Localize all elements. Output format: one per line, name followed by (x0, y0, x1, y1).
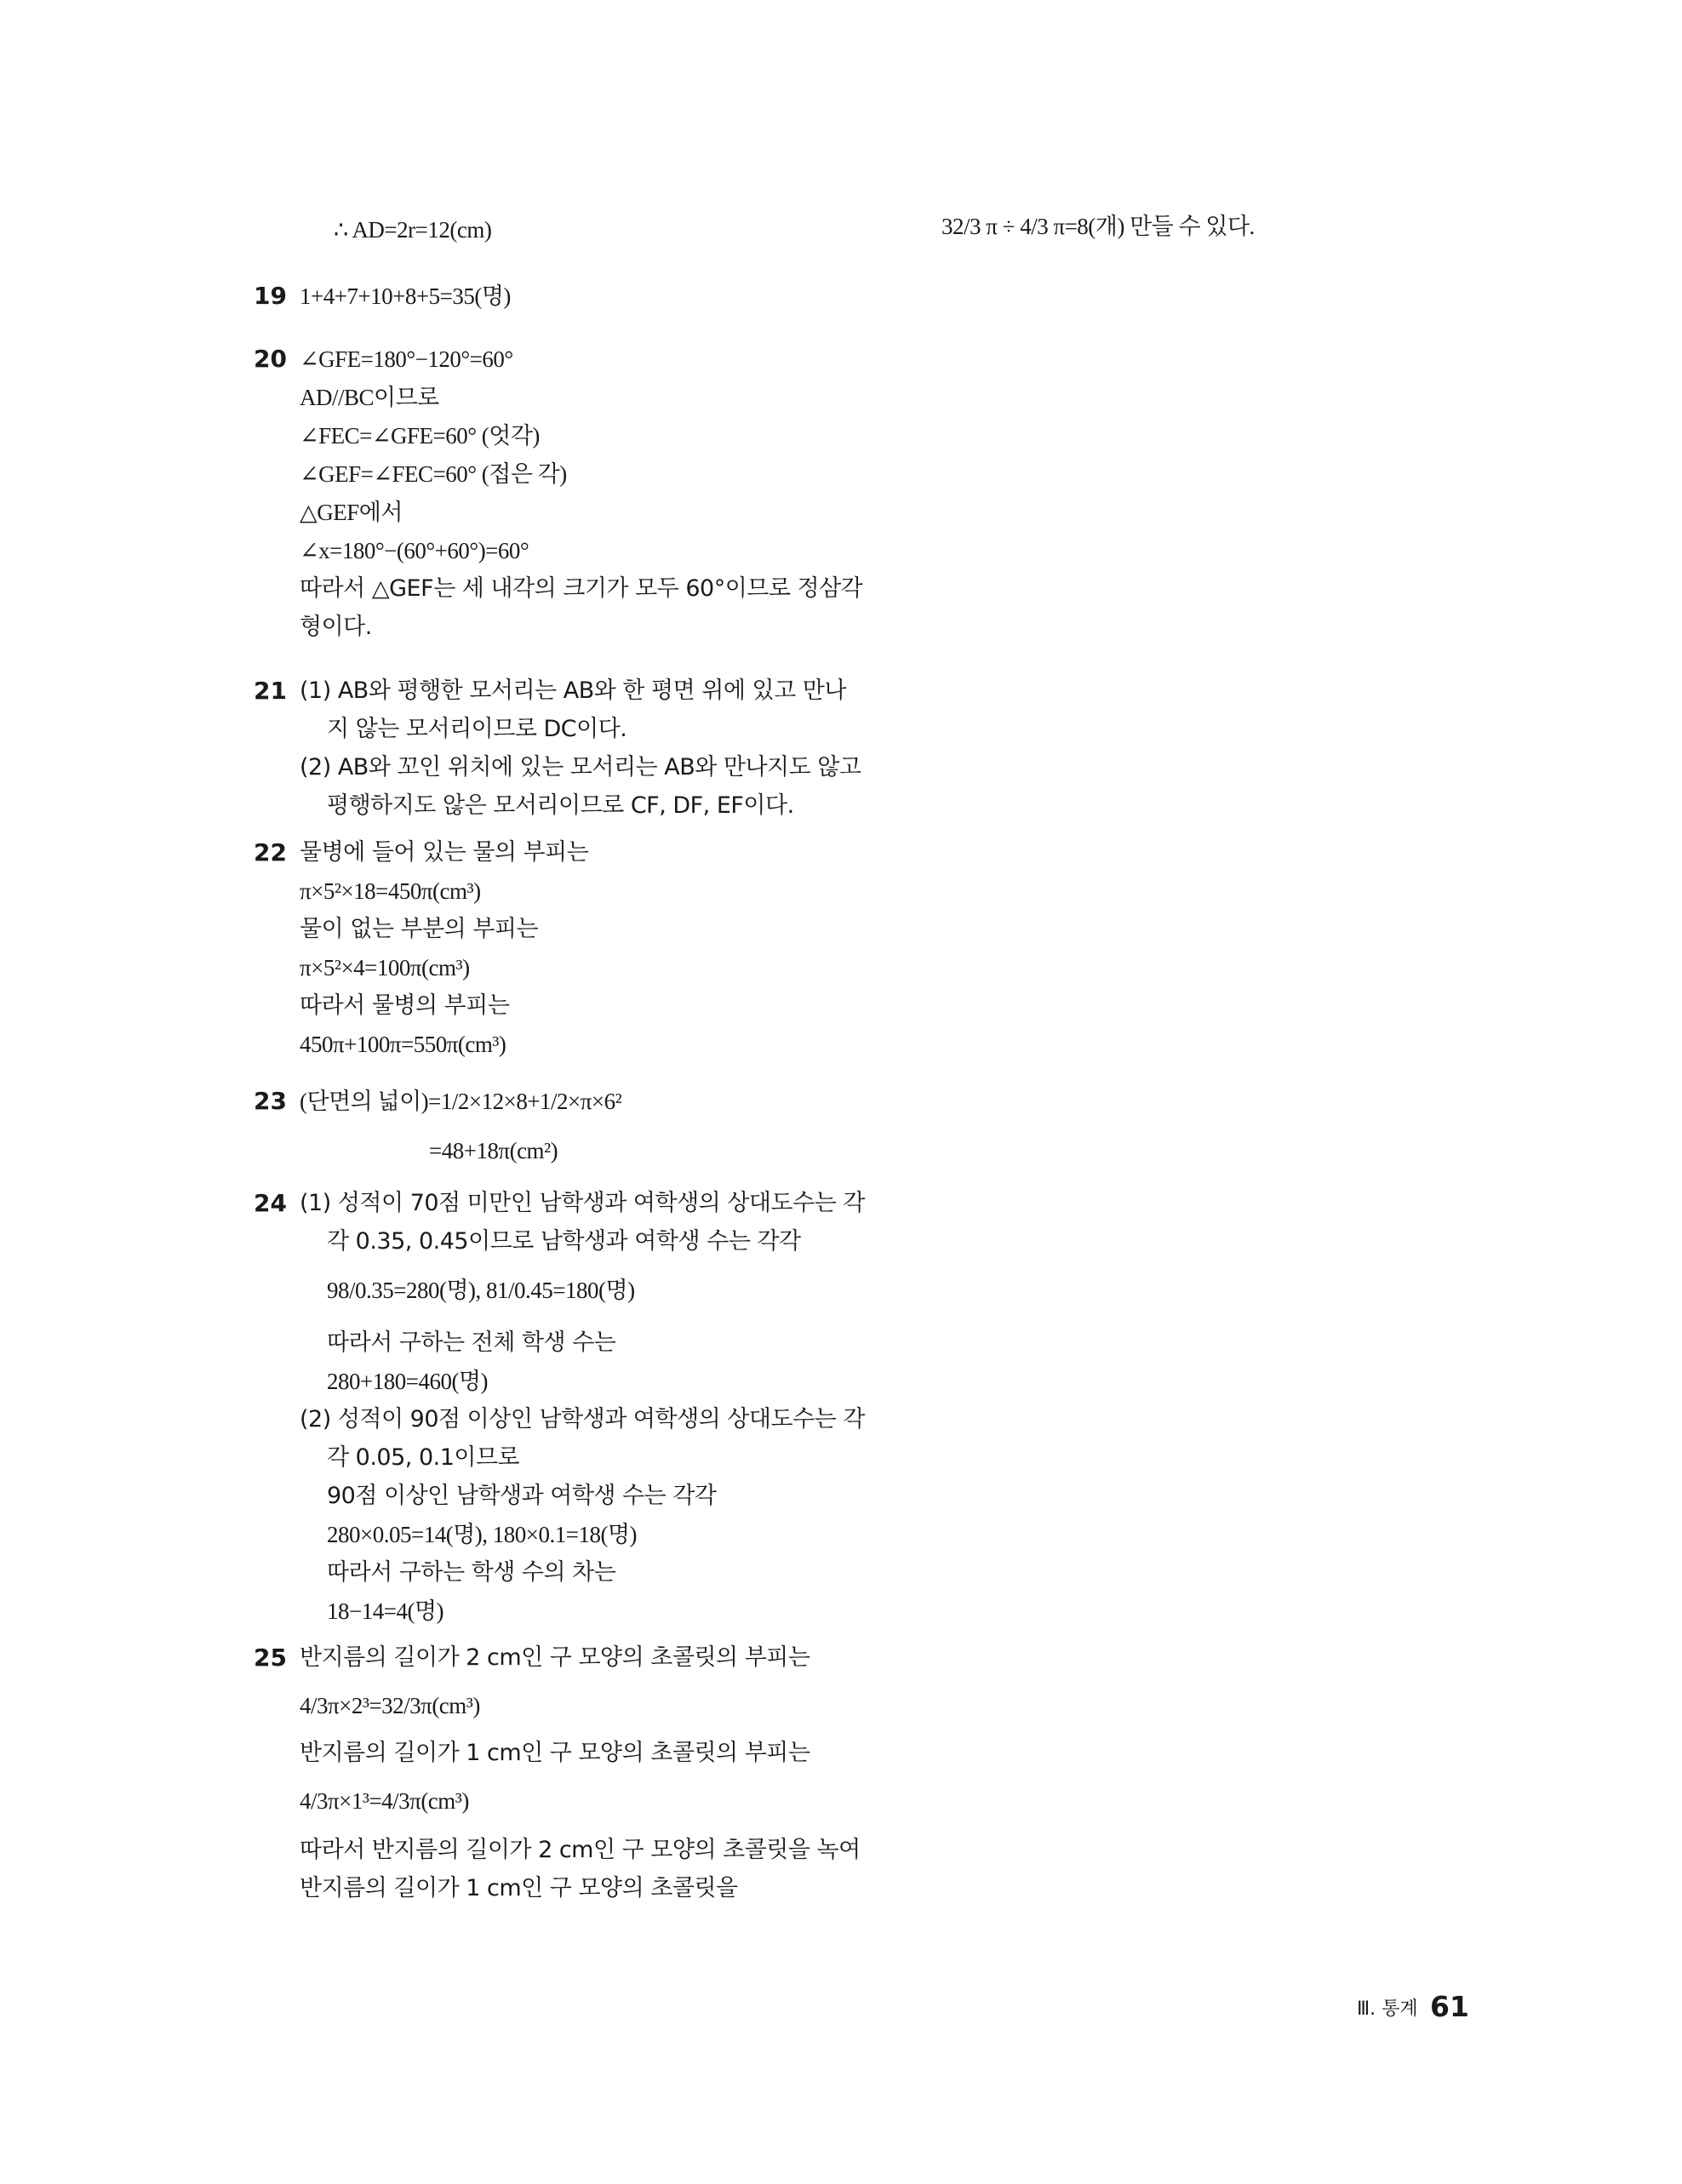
solution-line: 따라서 구하는 전체 학생 수는 (327, 1329, 616, 1356)
solution-line: 280×0.05=14(명), 180×0.1=18(명) (327, 1522, 638, 1547)
solution-line: 물병에 들어 있는 물의 부피는 (300, 839, 589, 866)
problem-number: 25 (254, 1644, 287, 1672)
solution-line: 각 0.35, 0.45이므로 남학생과 여학생 수는 각각 (327, 1228, 801, 1255)
solution-line: 98/0.35=280(명), 81/0.45=180(명) (327, 1278, 635, 1303)
solution-line: 반지름의 길이가 1 cm인 구 모양의 초콜릿을 (300, 1875, 738, 1901)
problem-number: 22 (254, 838, 287, 866)
solution-line: (2) AB와 꼬인 위치에 있는 모서리는 AB와 만나지도 않고 (300, 754, 861, 780)
solution-line: ∠x=180°−(60°+60°)=60° (300, 538, 529, 563)
solution-line: (2) 성적이 90점 이상인 남학생과 여학생의 상대도수는 각 (300, 1406, 865, 1432)
solution-line: π×5²×18=450π(cm³) (300, 878, 481, 904)
solution-line: 1+4+7+10+8+5=35(명) (300, 283, 511, 309)
solution-line: π×5²×4=100π(cm³) (300, 955, 470, 981)
problem-number: 21 (254, 677, 287, 705)
solution-line: 450π+100π=550π(cm³) (300, 1032, 506, 1057)
solution-line: 4/3π×2³=32/3π(cm³) (300, 1693, 480, 1718)
solution-line: 따라서 △GEF는 세 내각의 크기가 모두 60°이므로 정삼각 (300, 575, 863, 602)
solution-line: 형이다. (300, 614, 372, 640)
solution-line: 90점 이상인 남학생과 여학생 수는 각각 (327, 1483, 717, 1509)
solution-line: 280+180=460(명) (327, 1369, 489, 1394)
right-column-line: 32/3 π ÷ 4/3 π=8(개) 만들 수 있다. (941, 214, 1255, 239)
solution-line: 평행하지도 않은 모서리이므로 CF, DF, EF이다. (327, 792, 794, 819)
page-number: 61 (1430, 1990, 1469, 2023)
solution-line: 18−14=4(명) (327, 1598, 444, 1624)
solution-line: 각 0.05, 0.1이므로 (327, 1444, 520, 1471)
solution-line: 지 않는 모서리이므로 DC이다. (327, 716, 627, 742)
solution-line: 반지름의 길이가 1 cm인 구 모양의 초콜릿의 부피는 (300, 1740, 810, 1766)
solution-line: △GEF에서 (300, 500, 403, 525)
solution-line: ∠GEF=∠FEC=60° (접은 각) (300, 461, 567, 487)
carry-over-line: ∴ AD=2r=12(cm) (334, 217, 492, 243)
solution-line: 4/3π×1³=4/3π(cm³) (300, 1788, 469, 1814)
solution-line: (1) AB와 평행한 모서리는 AB와 한 평면 위에 있고 만나 (300, 677, 846, 704)
problem-number: 23 (254, 1087, 287, 1115)
solution-line: 따라서 구하는 학생 수의 차는 (327, 1559, 616, 1586)
solution-line: 반지름의 길이가 2 cm인 구 모양의 초콜릿의 부피는 (300, 1644, 810, 1671)
solution-line: 따라서 반지름의 길이가 2 cm인 구 모양의 초콜릿을 녹여 (300, 1837, 861, 1863)
solution-line: ∠FEC=∠GFE=60° (엇각) (300, 423, 540, 449)
solution-line: (단면의 넓이)=1/2×12×8+1/2×π×6² (300, 1089, 622, 1114)
problem-number: 20 (254, 345, 287, 373)
problem-number: 24 (254, 1189, 287, 1217)
footer-section-label: Ⅲ. 통계 (1357, 1998, 1418, 2020)
solution-line: ∠GFE=180°−120°=60° (300, 346, 513, 372)
solution-line: 물이 없는 부분의 부피는 (300, 916, 539, 942)
solution-line: AD//BC이므로 (300, 385, 439, 410)
problem-number: 19 (254, 282, 287, 310)
solution-line: 따라서 물병의 부피는 (300, 992, 510, 1019)
solution-line: (1) 성적이 70점 미만인 남학생과 여학생의 상대도수는 각 (300, 1190, 865, 1216)
solution-line: =48+18π(cm²) (429, 1138, 558, 1163)
